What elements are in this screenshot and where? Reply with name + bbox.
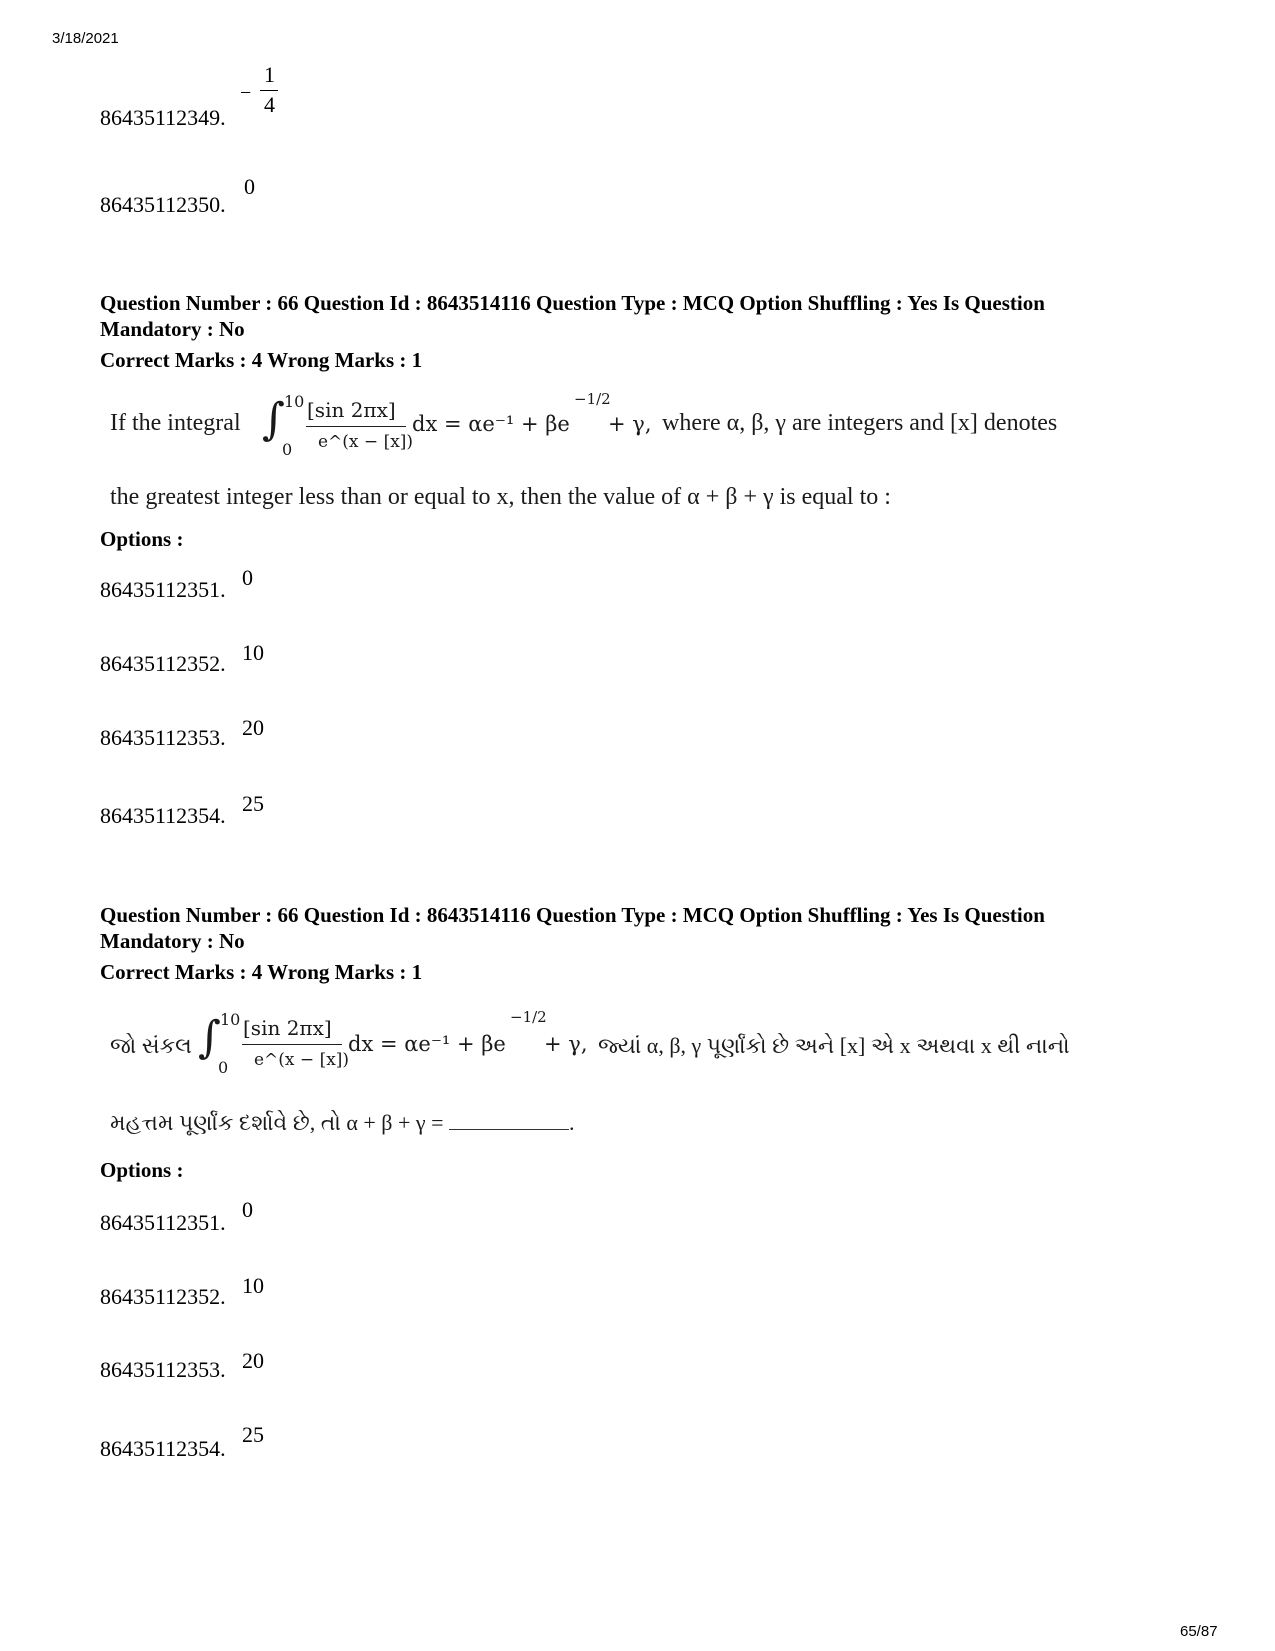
options-label: Options : bbox=[100, 527, 184, 551]
option-id: 86435112350. bbox=[100, 192, 226, 217]
exponent: −1/2 bbox=[574, 390, 611, 408]
question-meta-line: Question Number : 66 Question Id : 8643514116 Question Type : MCQ Option Shuffling : Yes Is Question bbox=[100, 291, 1045, 315]
rhs-terms: dx = αe⁻¹ + βe bbox=[412, 412, 570, 436]
option-value: 25 bbox=[242, 1422, 264, 1447]
fraction-bar bbox=[260, 90, 278, 91]
question-text-line2-content: મહત્તમ પૂર્ણાંક દર્શાવે છે, તો α + β + γ = bbox=[110, 1110, 444, 1135]
option-value: 25 bbox=[242, 791, 264, 816]
integral-equation bbox=[198, 1006, 598, 1086]
integral-sign: ∫ bbox=[198, 1012, 221, 1063]
question-text-prefix: If the integral bbox=[110, 410, 241, 436]
numerator: [sin 2πx] bbox=[243, 1016, 332, 1040]
denominator: 4 bbox=[264, 92, 275, 117]
print-date: 3/18/2021 bbox=[52, 30, 119, 47]
question-meta bbox=[100, 290, 1200, 342]
option-id: 86435112352. bbox=[100, 651, 226, 676]
question-meta-line: Mandatory : No bbox=[100, 317, 245, 341]
exponent: −1/2 bbox=[510, 1008, 547, 1026]
question-text-suffix: જ્યાં α, β, γ પૂર્ણાંકો છે અને [x] એ x અથવા x થી નાનો bbox=[598, 1033, 1070, 1058]
option-id: 86435112353. bbox=[100, 725, 226, 750]
option-value-fraction bbox=[240, 62, 280, 122]
question-text-line2: the greatest integer less than or equal to x, then the value of α + β + γ is equal to : bbox=[110, 484, 891, 510]
denominator: e^(x − [x]) bbox=[318, 432, 414, 452]
numerator: 1 bbox=[264, 62, 275, 87]
question-text-line2 bbox=[110, 1110, 575, 1136]
fraction-bar bbox=[306, 426, 406, 427]
question-marks: Correct Marks : 4 Wrong Marks : 1 bbox=[100, 960, 423, 984]
question-meta-line: Mandatory : No bbox=[100, 929, 245, 953]
plus-gamma: + γ, bbox=[608, 412, 652, 436]
answer-blank bbox=[449, 1111, 569, 1130]
lower-limit: 0 bbox=[218, 1058, 229, 1077]
option-id: 86435112351. bbox=[100, 1210, 226, 1235]
option-value: 10 bbox=[242, 640, 264, 665]
option-value: 0 bbox=[244, 174, 255, 199]
upper-limit: 10 bbox=[284, 392, 305, 411]
question-text-prefix: જો સંકલ bbox=[110, 1033, 192, 1058]
rhs-terms: dx = αe⁻¹ + βe bbox=[348, 1032, 506, 1056]
numerator: [sin 2πx] bbox=[307, 398, 396, 422]
option-id: 86435112354. bbox=[100, 1436, 226, 1461]
question-meta-line: Question Number : 66 Question Id : 8643514116 Question Type : MCQ Option Shuffling : Yes Is Question bbox=[100, 903, 1045, 927]
options-label: Options : bbox=[100, 1158, 184, 1182]
fraction-bar bbox=[242, 1044, 342, 1045]
option-id: 86435112354. bbox=[100, 803, 226, 828]
denominator: e^(x − [x]) bbox=[254, 1050, 350, 1070]
option-id: 86435112353. bbox=[100, 1357, 226, 1382]
lower-limit: 0 bbox=[282, 440, 293, 459]
option-value: 0 bbox=[242, 565, 253, 590]
page-number: 65/87 bbox=[1180, 1623, 1218, 1640]
option-value: 20 bbox=[242, 715, 264, 740]
option-id: 86435112352. bbox=[100, 1284, 226, 1309]
integral-equation bbox=[262, 388, 662, 468]
question-marks: Correct Marks : 4 Wrong Marks : 1 bbox=[100, 348, 423, 372]
option-id: 86435112351. bbox=[100, 577, 226, 602]
option-value: 20 bbox=[242, 1348, 264, 1373]
question-text-suffix: where α, β, γ are integers and [x] denotes bbox=[662, 410, 1058, 436]
integral-sign: ∫ bbox=[262, 394, 285, 445]
plus-gamma: + γ, bbox=[544, 1032, 588, 1056]
upper-limit: 10 bbox=[220, 1010, 241, 1029]
question-meta bbox=[100, 902, 1200, 954]
minus-sign: − bbox=[240, 82, 252, 104]
option-value: 0 bbox=[242, 1197, 253, 1222]
option-id: 86435112349. bbox=[100, 105, 226, 130]
period: . bbox=[569, 1110, 575, 1135]
option-value: 10 bbox=[242, 1273, 264, 1298]
